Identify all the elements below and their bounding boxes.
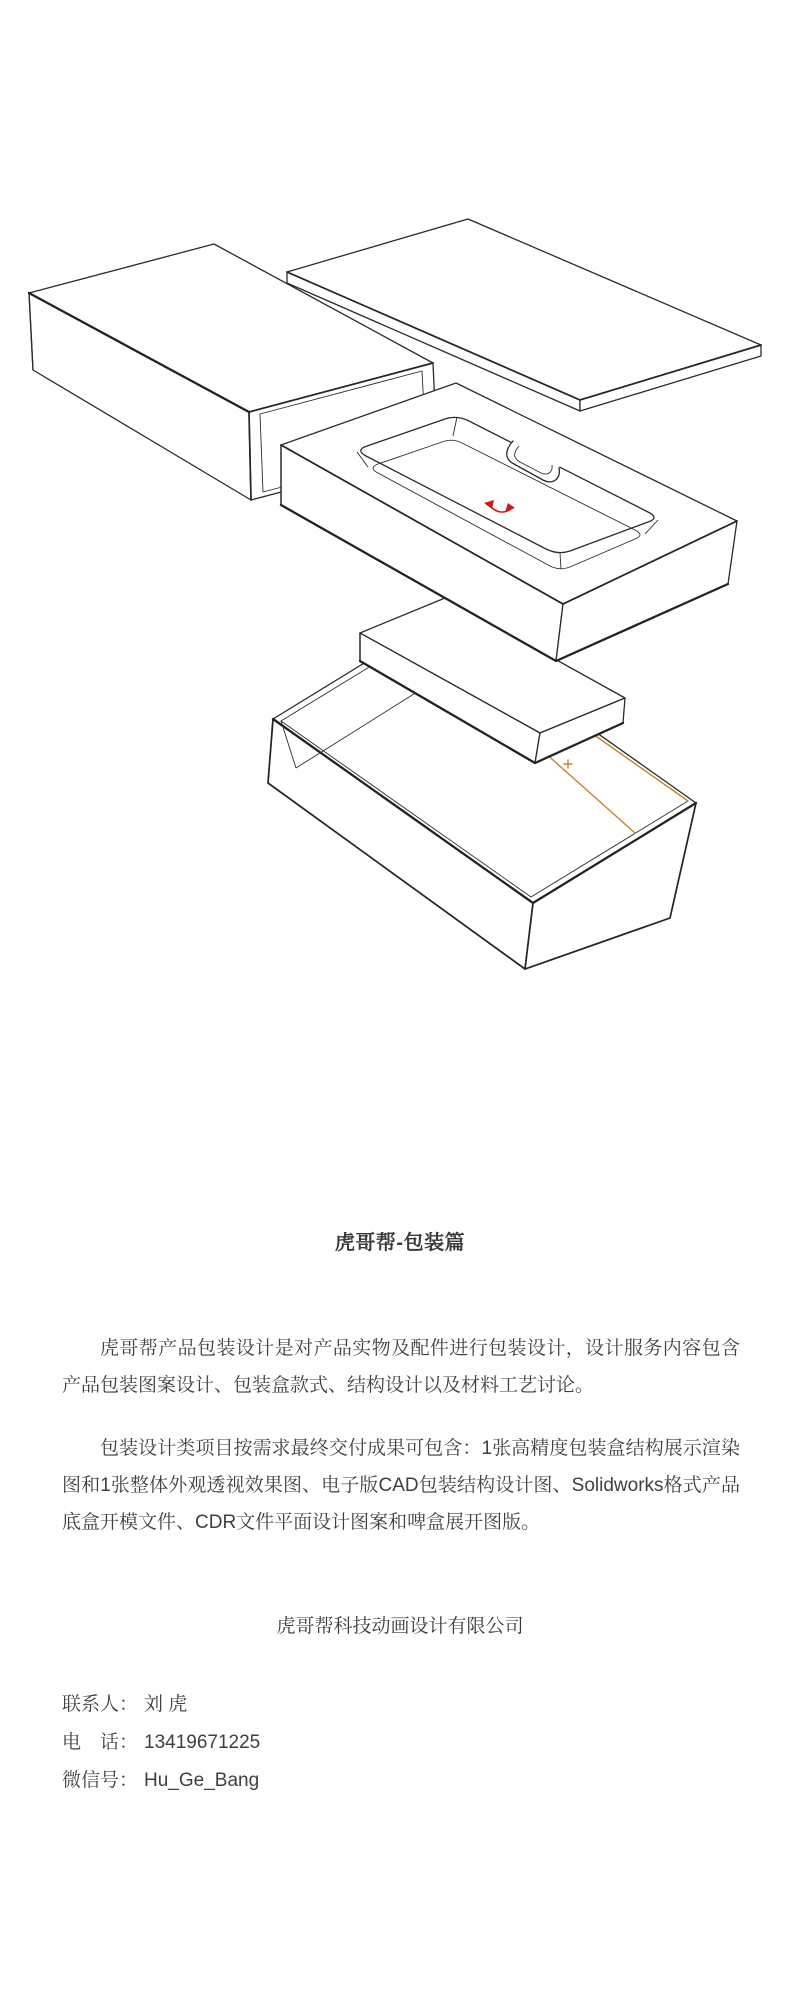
paragraph-deliverables: 包装设计类项目按需求最终交付成果可包含：1张高精度包装盒结构展示渲染图和1张整体外观透视效果图、电子版CAD包装结构设计图、Solidworks格式产品底盒开模文件、CDR文件平面设计图案和啤盒展开图版。 — [62, 1438, 740, 1533]
contact-phone-value: 13419671225 — [144, 1732, 261, 1753]
contact-person-value: 刘 虎 — [144, 1694, 188, 1715]
contact-person-row — [62, 1686, 260, 1724]
company-name: 虎哥帮科技动画设计有限公司 — [276, 1616, 524, 1637]
foam-insert — [281, 383, 737, 661]
contact-phone-label: 电 话： — [62, 1732, 139, 1753]
contact-wechat-value: Hu_Ge_Bang — [144, 1770, 260, 1791]
contact-phone-row — [62, 1724, 260, 1762]
article-title: 虎哥帮-包装篇 — [334, 1232, 466, 1254]
contact-wechat-row — [62, 1762, 260, 1800]
contact-person-label: 联系人： — [62, 1694, 139, 1715]
contact-block — [62, 1686, 260, 1800]
paragraph-intro: 虎哥帮产品包装设计是对产品实物及配件进行包装设计，设计服务内容包含产品包装图案设计、包装盒款式、结构设计以及材料工艺讨论。 — [62, 1338, 740, 1396]
contact-wechat-label: 微信号： — [62, 1770, 139, 1791]
